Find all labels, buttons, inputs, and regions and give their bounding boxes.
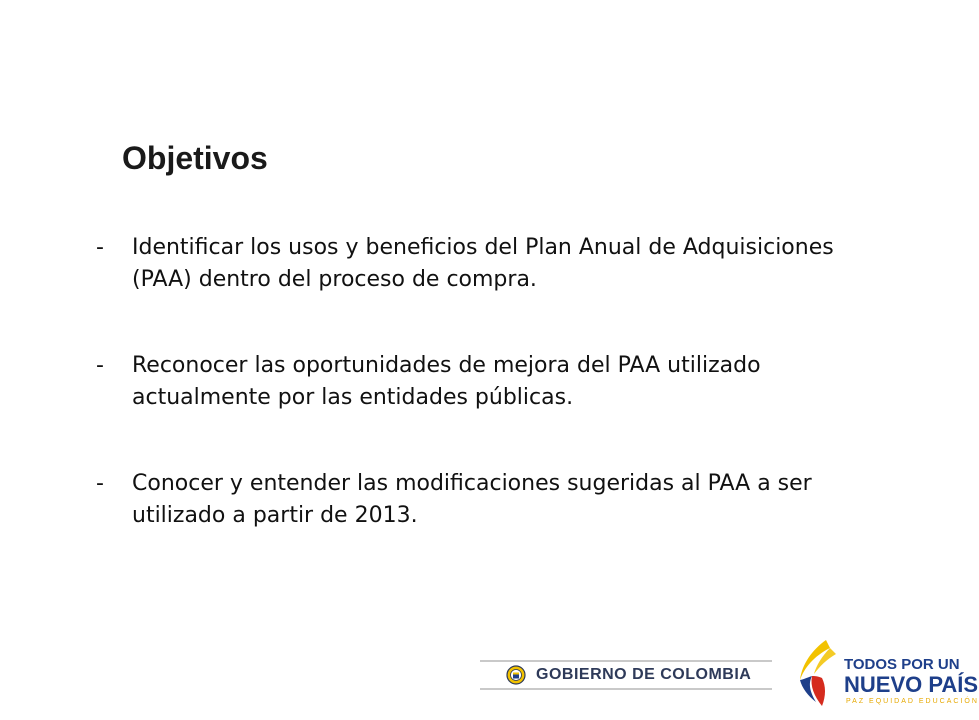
bullet-dash: - [96,353,104,378]
bullet-dash: - [96,235,104,260]
objective-text: Identificar los usos y beneficios del Plan Anual de Adquisiciones (PAA) dentro del proceso de compra. [132,235,834,292]
logo-line-3: PAZ EQUIDAD EDUCACIÓN [846,698,979,705]
objective-item [96,350,886,414]
bullet-dash: - [96,471,104,496]
objective-item [96,468,886,532]
colombia-flag-swoosh-icon [792,636,842,712]
objectives-list [96,232,886,586]
government-footer-band [480,660,772,690]
objective-item [96,232,886,296]
government-label: GOBIERNO DE COLOMBIA [536,666,752,683]
colombia-coat-of-arms-icon [506,665,526,685]
todos-por-un-nuevo-pais-logo [792,636,979,716]
objective-text: Reconocer las oportunidades de mejora del PAA utilizado actualmente por las entidades públicas. [132,353,761,410]
logo-line-1: TODOS POR UN [844,656,960,673]
logo-line-2: NUEVO PAÍS [844,672,979,697]
objective-text: Conocer y entender las modificaciones sugeridas al PAA a ser utilizado a partir de 2013. [132,471,812,528]
slide-title: Objetivos [122,140,268,176]
